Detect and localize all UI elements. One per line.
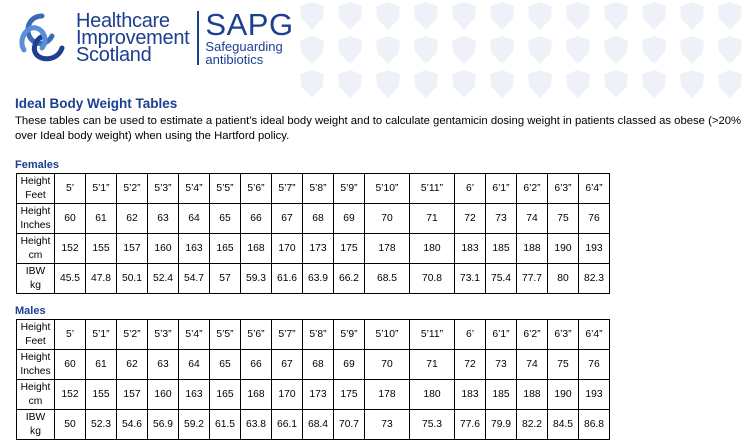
table-cell: 71	[410, 204, 455, 234]
table-cell: 5’8”	[303, 174, 334, 204]
table-cell: 5’7”	[272, 320, 303, 350]
table-cell: 52.4	[148, 264, 179, 294]
table-cell: 52.3	[86, 410, 117, 440]
table-cell: 54.7	[179, 264, 210, 294]
table-cell: 183	[455, 380, 486, 410]
row-header-cm	[17, 234, 55, 264]
shield-icon	[300, 36, 324, 64]
table-cell: 65	[210, 204, 241, 234]
table-row-cm	[17, 234, 610, 264]
table-cell: 56.9	[148, 410, 179, 440]
table-cell: 69	[334, 350, 365, 380]
table-cell: 5’2”	[117, 174, 148, 204]
row-header-line: Inches	[20, 365, 51, 377]
shield-icon	[452, 70, 476, 98]
table-cell: 64	[179, 204, 210, 234]
table-cell: 70	[365, 204, 410, 234]
shield-icon	[452, 36, 476, 64]
table-cell: 168	[241, 234, 272, 264]
table-cell: 5’1”	[86, 174, 117, 204]
table-cell: 175	[334, 234, 365, 264]
sapg-subtitle-2: antibiotics	[205, 52, 264, 67]
row-header-line: Feet	[25, 189, 46, 201]
sapg-subtitle-1: Safeguarding	[205, 39, 283, 54]
table-cell: 6’4”	[579, 320, 610, 350]
shield-icon	[718, 70, 742, 98]
table-cell: 185	[486, 380, 517, 410]
org-line-1: Healthcare	[76, 9, 170, 32]
shield-icon	[718, 2, 742, 30]
table-row-cm	[17, 380, 610, 410]
table-cell: 185	[486, 234, 517, 264]
row-header-line: Feet	[25, 335, 46, 347]
table-cell: 77.7	[517, 264, 548, 294]
table-cell: 63	[148, 204, 179, 234]
table-cell: 68	[303, 350, 334, 380]
females-heading: Females	[15, 159, 60, 171]
table-cell: 57	[210, 264, 241, 294]
table-cell: 170	[272, 380, 303, 410]
table-cell: 82.3	[579, 264, 610, 294]
row-header-line: IBW	[25, 265, 46, 277]
shield-icon	[490, 36, 514, 64]
shield-icon	[300, 2, 324, 30]
table-cell: 175	[334, 380, 365, 410]
table-cell: 80	[548, 264, 579, 294]
shield-icon	[566, 2, 590, 30]
table-cell: 60	[55, 350, 86, 380]
table-cell: 73	[486, 204, 517, 234]
org-line-3: Scotland	[76, 43, 152, 66]
shield-icon	[680, 36, 704, 64]
table-cell: 84.5	[548, 410, 579, 440]
table-cell: 67	[272, 204, 303, 234]
table-cell: 62	[117, 204, 148, 234]
table-cell: 65	[210, 350, 241, 380]
shield-icon	[452, 2, 476, 30]
table-cell: 72	[455, 350, 486, 380]
table-cell: 5’10”	[365, 174, 410, 204]
row-header-line: Height	[20, 351, 51, 363]
logo-divider	[197, 11, 199, 65]
table-cell: 61	[86, 350, 117, 380]
table-cell: 190	[548, 234, 579, 264]
sapg-title: SAPG	[205, 7, 294, 42]
shield-icon	[604, 36, 628, 64]
table-cell: 5’3”	[148, 174, 179, 204]
row-header-line: cm	[28, 395, 43, 407]
shield-icon	[338, 70, 362, 98]
table-cell: 5’7”	[272, 174, 303, 204]
table-cell: 5’4”	[179, 174, 210, 204]
row-header-inches	[17, 350, 55, 380]
table-cell: 76	[579, 204, 610, 234]
org-name	[76, 9, 190, 66]
table-cell: 5’8”	[303, 320, 334, 350]
table-cell: 6’3”	[548, 320, 579, 350]
table-cell: 5’	[55, 174, 86, 204]
table-cell: 67	[272, 350, 303, 380]
table-cell: 188	[517, 234, 548, 264]
table-cell: 163	[179, 234, 210, 264]
shield-icon	[604, 2, 628, 30]
table-cell: 72	[455, 204, 486, 234]
table-cell: 173	[303, 380, 334, 410]
table-cell: 82.2	[517, 410, 548, 440]
row-header-line: IBW	[25, 411, 46, 423]
table-cell: 77.6	[455, 410, 486, 440]
table-cell: 193	[579, 380, 610, 410]
table-cell: 50.1	[117, 264, 148, 294]
shield-icon	[718, 36, 742, 64]
row-header-line: Height	[20, 205, 51, 217]
row-header-line: kg	[30, 425, 41, 437]
row-header-line: Height	[20, 175, 51, 187]
sapg-logo	[205, 7, 294, 67]
table-cell: 68.5	[365, 264, 410, 294]
shield-watermark	[300, 0, 746, 102]
table-cell: 5’9”	[334, 174, 365, 204]
table-cell: 86.8	[579, 410, 610, 440]
shield-icon	[566, 36, 590, 64]
table-cell: 178	[365, 380, 410, 410]
table-cell: 5’	[55, 320, 86, 350]
table-cell: 61.6	[272, 264, 303, 294]
row-header-line: Height	[20, 381, 51, 393]
table-row-ibw	[17, 264, 610, 294]
table-cell: 69	[334, 204, 365, 234]
table-cell: 54.6	[117, 410, 148, 440]
shield-icon	[528, 70, 552, 98]
table-cell: 63	[148, 350, 179, 380]
shield-icon	[642, 70, 666, 98]
table-cell: 180	[410, 234, 455, 264]
table-cell: 63.9	[303, 264, 334, 294]
table-cell: 59.2	[179, 410, 210, 440]
table-cell: 165	[210, 234, 241, 264]
table-cell: 73	[365, 410, 410, 440]
intro-text: These tables can be used to estimate a patient’s ideal body weight and to calculate gentamicin dosing weight in patients classed as obese (>20% over Ideal body weight) when using the Hartford policy.	[15, 115, 742, 142]
table-cell: 68.4	[303, 410, 334, 440]
table-cell: 155	[86, 380, 117, 410]
table-cell: 6’	[455, 174, 486, 204]
shield-icon	[414, 36, 438, 64]
table-cell: 160	[148, 380, 179, 410]
shield-icon	[604, 70, 628, 98]
females-table	[16, 173, 610, 294]
shield-icon	[376, 2, 400, 30]
his-logo	[14, 10, 189, 66]
shield-icon	[490, 70, 514, 98]
table-cell: 60	[55, 204, 86, 234]
page-header	[14, 8, 294, 68]
table-cell: 75.3	[410, 410, 455, 440]
table-row-inches	[17, 204, 610, 234]
table-cell: 5’11”	[410, 320, 455, 350]
table-cell: 5’6”	[241, 320, 272, 350]
table-cell: 66.2	[334, 264, 365, 294]
table-cell: 5’1”	[86, 320, 117, 350]
table-cell: 188	[517, 380, 548, 410]
table-cell: 66	[241, 350, 272, 380]
table-cell: 6’4”	[579, 174, 610, 204]
row-header-line: kg	[30, 279, 41, 291]
row-header-feet	[17, 320, 55, 350]
table-cell: 50	[55, 410, 86, 440]
shield-icon	[490, 2, 514, 30]
page-title: Ideal Body Weight Tables	[15, 96, 178, 111]
shield-icon	[680, 2, 704, 30]
shield-icon	[528, 36, 552, 64]
table-cell: 173	[303, 234, 334, 264]
table-cell: 66.1	[272, 410, 303, 440]
table-cell: 5’5”	[210, 174, 241, 204]
table-cell: 183	[455, 234, 486, 264]
table-cell: 79.9	[486, 410, 517, 440]
row-header-line: cm	[28, 249, 43, 261]
table-cell: 5’5”	[210, 320, 241, 350]
celtic-knot-icon	[14, 10, 70, 66]
table-cell: 70.7	[334, 410, 365, 440]
org-line-2: Improvement	[76, 26, 190, 49]
table-row-feet	[17, 174, 610, 204]
table-cell: 6’	[455, 320, 486, 350]
table-row-ibw	[17, 410, 610, 440]
table-cell: 5’6”	[241, 174, 272, 204]
table-cell: 170	[272, 234, 303, 264]
table-cell: 155	[86, 234, 117, 264]
table-cell: 47.8	[86, 264, 117, 294]
table-cell: 6’3”	[548, 174, 579, 204]
table-cell: 75	[548, 204, 579, 234]
shield-icon	[376, 36, 400, 64]
shield-icon	[338, 2, 362, 30]
row-header-cm	[17, 380, 55, 410]
table-cell: 193	[579, 234, 610, 264]
row-header-line: Height	[20, 321, 51, 333]
table-cell: 61	[86, 204, 117, 234]
table-cell: 160	[148, 234, 179, 264]
table-cell: 68	[303, 204, 334, 234]
table-cell: 6’2”	[517, 174, 548, 204]
table-cell: 190	[548, 380, 579, 410]
table-cell: 5’4”	[179, 320, 210, 350]
table-cell: 165	[210, 380, 241, 410]
table-cell: 63.8	[241, 410, 272, 440]
table-cell: 75.4	[486, 264, 517, 294]
shield-icon	[528, 2, 552, 30]
shield-icon	[300, 70, 324, 98]
table-cell: 70.8	[410, 264, 455, 294]
table-cell: 180	[410, 380, 455, 410]
table-row-feet	[17, 320, 610, 350]
table-cell: 168	[241, 380, 272, 410]
shield-icon	[338, 36, 362, 64]
table-cell: 5’3”	[148, 320, 179, 350]
row-header-ibw	[17, 410, 55, 440]
table-cell: 71	[410, 350, 455, 380]
table-cell: 5’2”	[117, 320, 148, 350]
table-cell: 157	[117, 380, 148, 410]
males-heading: Males	[15, 305, 46, 317]
table-cell: 157	[117, 234, 148, 264]
table-cell: 76	[579, 350, 610, 380]
table-cell: 6’1”	[486, 174, 517, 204]
shield-icon	[414, 2, 438, 30]
shield-icon	[414, 70, 438, 98]
table-cell: 163	[179, 380, 210, 410]
table-cell: 73	[486, 350, 517, 380]
table-cell: 70	[365, 350, 410, 380]
table-cell: 5’10”	[365, 320, 410, 350]
table-cell: 73.1	[455, 264, 486, 294]
row-header-inches	[17, 204, 55, 234]
table-cell: 61.5	[210, 410, 241, 440]
table-cell: 5’9”	[334, 320, 365, 350]
row-header-line: Inches	[20, 219, 51, 231]
table-cell: 74	[517, 204, 548, 234]
row-header-line: Height	[20, 235, 51, 247]
table-row-inches	[17, 350, 610, 380]
table-cell: 75	[548, 350, 579, 380]
shield-icon	[642, 2, 666, 30]
table-cell: 66	[241, 204, 272, 234]
table-cell: 178	[365, 234, 410, 264]
table-cell: 5’11”	[410, 174, 455, 204]
table-cell: 152	[55, 234, 86, 264]
males-table	[16, 319, 610, 440]
shield-icon	[642, 36, 666, 64]
table-cell: 62	[117, 350, 148, 380]
shield-icon	[566, 70, 590, 98]
table-cell: 45.5	[55, 264, 86, 294]
table-cell: 6’2”	[517, 320, 548, 350]
table-cell: 6’1”	[486, 320, 517, 350]
row-header-feet	[17, 174, 55, 204]
row-header-ibw	[17, 264, 55, 294]
table-cell: 152	[55, 380, 86, 410]
table-cell: 59.3	[241, 264, 272, 294]
table-cell: 74	[517, 350, 548, 380]
shield-icon	[680, 70, 704, 98]
shield-icon	[376, 70, 400, 98]
table-cell: 64	[179, 350, 210, 380]
